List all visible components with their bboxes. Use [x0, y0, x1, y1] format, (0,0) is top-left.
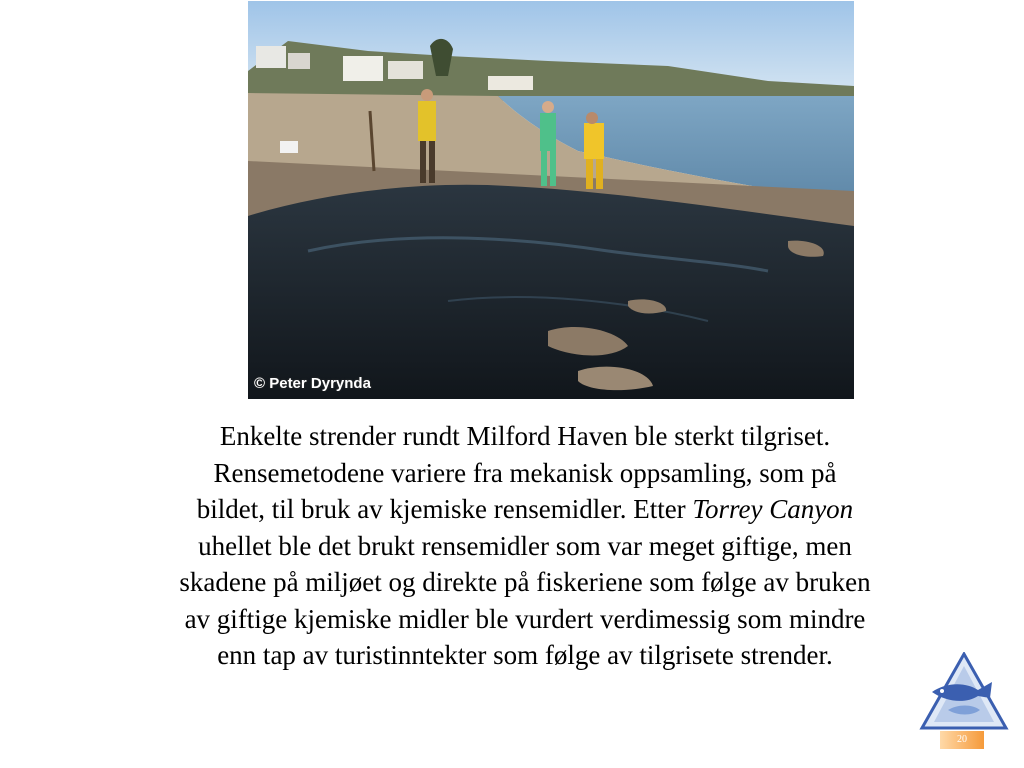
caption-line: skadene på miljøet og direkte på fiskeriene som følge av bruken — [179, 567, 871, 597]
caption-line: Enkelte strender rundt Milford Haven ble sterkt tilgriset. — [219, 421, 831, 451]
caption-line — [70, 491, 980, 528]
caption-line: uhellet ble det brukt rensemidler som var meget giftige, men — [198, 530, 852, 561]
caption-line: av giftige kjemiske midler ble vurdert verdimessig som mindre — [184, 603, 866, 634]
photo-credit: © Peter Dyrynda — [254, 375, 371, 392]
caption-line-part: bildet, til bruk av kjemiske rensemidler. Etter — [196, 494, 693, 524]
photo-illustration — [248, 1, 854, 399]
fish-triangle-logo-icon — [918, 652, 1010, 732]
bucket — [280, 141, 298, 153]
caption-line-part: Rensemetodene variere fra mekanisk oppsamling, som på — [213, 457, 837, 488]
beach-cleanup-photo — [248, 1, 854, 399]
caption-text — [70, 418, 980, 674]
page-number-badge: 20 — [940, 731, 984, 749]
ship-name: Torrey Canyon — [692, 494, 854, 524]
caption-line — [70, 455, 980, 492]
caption-line: enn tap av turistinntekter som følge av tilgrisete strender. — [217, 640, 833, 670]
